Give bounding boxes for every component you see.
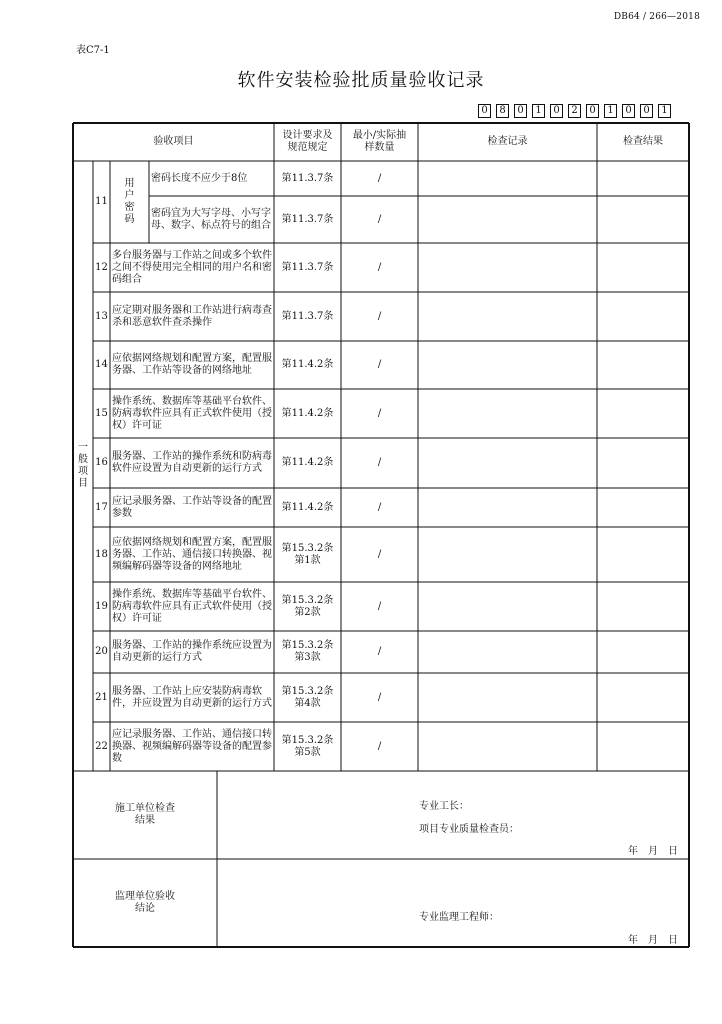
row-sample: /: [377, 600, 382, 612]
clause-text: 第11.4.2条: [281, 457, 334, 468]
row-result: [597, 196, 689, 243]
row-clause: [274, 673, 341, 722]
header-item: 验收项目: [153, 136, 194, 147]
header-record: 检查记录: [487, 136, 528, 147]
code-digit-box: 2: [568, 104, 581, 118]
row-result: [597, 673, 689, 722]
form-number: 表C7-1: [76, 45, 110, 56]
row-sample: /: [377, 691, 382, 703]
row-number: 17: [95, 501, 108, 513]
code-digit-box: 0: [586, 104, 599, 118]
code-digit-box: 0: [478, 104, 491, 118]
row-result: [597, 722, 689, 771]
row-record: [418, 389, 597, 438]
row-number: 16: [95, 457, 108, 468]
vertical-label-char: 目: [78, 478, 88, 489]
supervision-label: 监理单位验收结论: [115, 891, 175, 914]
row-record: [418, 196, 597, 243]
row-sample: /: [377, 213, 382, 225]
row-sample: /: [377, 548, 382, 560]
row-sample: /: [377, 646, 382, 657]
row-sample: /: [377, 407, 382, 419]
engineer-label: 专业监理工程师：: [419, 912, 499, 923]
row-number: 21: [95, 691, 108, 703]
row-description: 应记录服务器、工作站等设备的配置参数: [112, 495, 272, 519]
vertical-label-char: 密: [124, 202, 135, 213]
row-clause: [274, 488, 341, 527]
group-label-general-items: [73, 161, 93, 771]
clause-paragraph: 第1款: [294, 554, 321, 566]
code-digit-box: 1: [532, 104, 545, 118]
row-record: [418, 438, 597, 488]
row-description: 多台服务器与工作站之间或多个软件之间不得使用完全相同的用户名和密码组合: [112, 249, 272, 285]
row-record: [418, 631, 597, 673]
row-clause: [274, 196, 341, 243]
row-description: 服务器、工作站的操作系统和防病毒软件应设置为自动更新的运行方式: [112, 451, 272, 474]
row-number: 11: [95, 196, 108, 207]
row-number: 12: [95, 261, 108, 273]
row-clause: [274, 292, 341, 341]
row-record: [418, 673, 597, 722]
row-number: 22: [95, 740, 108, 752]
row-sample: /: [377, 359, 382, 370]
row-description: 应记录服务器、工作站、通信接口转换器、视频编解码器等设备的配置参数: [112, 728, 272, 764]
user-password-label: [110, 161, 149, 243]
code-digit-box: 8: [496, 104, 509, 118]
row-result: [597, 438, 689, 488]
row-description: 应定期对服务器和工作站进行病毒查杀和恶意软件查杀操作: [112, 304, 272, 328]
row-description: 操作系统、数据库等基础平台软件、防病毒软件应具有正式软件使用（授权）许可证: [112, 588, 272, 624]
row-sample: /: [377, 457, 382, 468]
row-number: 15: [95, 407, 108, 419]
clause-text: 第11.3.7条: [281, 172, 334, 184]
row-clause: [274, 389, 341, 438]
code-digit-box: 1: [604, 104, 617, 118]
row-result: [597, 292, 689, 341]
clause-text: 第15.3.2条: [281, 685, 334, 697]
row-record: [418, 527, 597, 582]
clause-text: 第15.3.2条: [281, 542, 334, 554]
row-record: [418, 488, 597, 527]
row-record: [418, 243, 597, 292]
row-record: [418, 341, 597, 389]
header-sample: 最小/实际抽样数量: [352, 130, 407, 153]
inspector-label: 项目专业质量检查员：: [419, 824, 519, 835]
clause-text: 第11.3.7条: [281, 213, 334, 225]
code-digit-box: 0: [514, 104, 527, 118]
row-description: 服务器、工作站上应安装防病毒软件，并应设置为自动更新的运行方式: [112, 685, 272, 709]
clause-text: 第15.3.2条: [281, 594, 334, 606]
clause-text: 第11.3.7条: [281, 261, 334, 273]
row-result: [597, 527, 689, 582]
clause-text: 第11.3.7条: [281, 310, 334, 322]
row-result: [597, 161, 689, 196]
vertical-label-char: 码: [124, 214, 135, 225]
row-record: [418, 161, 597, 196]
row-sample: /: [377, 172, 382, 184]
clause-paragraph: 第3款: [294, 652, 321, 663]
row-result: [597, 631, 689, 673]
row-sample: /: [377, 310, 382, 322]
row-number: 14: [95, 359, 108, 370]
clause-paragraph: 第5款: [294, 746, 321, 758]
row-description: 应依据网络规划和配置方案，配置服务器、工作站等设备的网络地址: [112, 353, 272, 376]
clause-paragraph: 第4款: [294, 697, 321, 709]
header-design: 设计要求及规范规定: [282, 130, 333, 153]
row-sub-item: 密码宜为大写字母、小写字母、数字、标点符号的组合: [151, 207, 271, 231]
standard-code: DB64 / 266—2018: [613, 12, 700, 22]
row-sub-item: 密码长度不应少于8位: [151, 172, 248, 184]
row-sample: /: [377, 501, 382, 513]
clause-text: 第11.4.2条: [281, 359, 334, 370]
row-clause: [274, 243, 341, 292]
row-number: 13: [95, 310, 108, 322]
row-number: 19: [95, 600, 108, 612]
row-clause: [274, 722, 341, 771]
clause-text: 第11.4.2条: [281, 407, 334, 419]
code-digit-box: 0: [622, 104, 635, 118]
foreman-label: 专业工长：: [419, 801, 469, 812]
supervision-date: 年 月 日: [628, 935, 678, 946]
clause-paragraph: 第2款: [294, 606, 321, 618]
clause-text: 第15.3.2条: [281, 734, 334, 746]
code-digit-box: 0: [550, 104, 563, 118]
clause-text: 第11.4.2条: [281, 501, 334, 513]
vertical-label-char: 般: [78, 454, 88, 465]
code-digit-box: 0: [640, 104, 653, 118]
row-clause: [274, 631, 341, 673]
row-result: [597, 243, 689, 292]
row-record: [418, 582, 597, 631]
row-description: 服务器、工作站的操作系统应设置为自动更新的运行方式: [112, 640, 272, 663]
row-clause: [274, 161, 341, 196]
code-digit-box: 1: [658, 104, 671, 118]
row-result: [597, 582, 689, 631]
row-clause: [274, 438, 341, 488]
row-sample: /: [377, 261, 382, 273]
page-title: 软件安装检验批质量验收记录: [237, 70, 485, 91]
row-clause: [274, 341, 341, 389]
construction-date: 年 月 日: [628, 846, 678, 857]
row-result: [597, 341, 689, 389]
row-description: 应依据网络规划和配置方案，配置服务器、工作站、通信接口转换器、视频编解码器等设备的网络地址: [112, 536, 272, 572]
vertical-label-char: 项: [78, 466, 88, 477]
vertical-label-char: 一: [78, 442, 88, 453]
row-description: 操作系统、数据库等基础平台软件、防病毒软件应具有正式软件使用（授权）许可证: [112, 395, 272, 431]
row-sample: /: [377, 740, 382, 752]
header-result: 检查结果: [623, 136, 663, 147]
row-number: 18: [95, 548, 108, 560]
vertical-label-char: 户: [124, 190, 135, 201]
vertical-label-char: 用: [124, 178, 135, 189]
row-result: [597, 389, 689, 438]
row-clause: [274, 527, 341, 582]
row-record: [418, 722, 597, 771]
row-record: [418, 292, 597, 341]
row-clause: [274, 582, 341, 631]
construction-label: 施工单位检查结果: [115, 803, 175, 826]
row-result: [597, 488, 689, 527]
clause-text: 第15.3.2条: [281, 640, 334, 651]
row-number: 20: [95, 646, 108, 657]
